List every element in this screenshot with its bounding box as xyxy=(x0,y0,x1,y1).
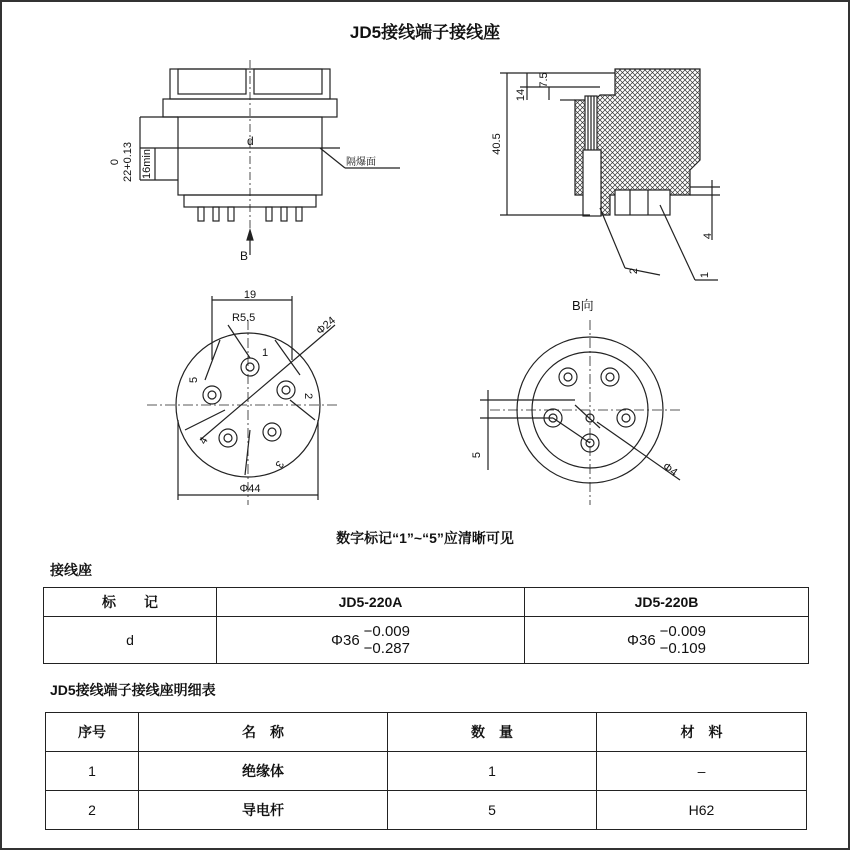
tol-b-base: Φ36 xyxy=(627,631,656,649)
dim-phi4: Φ4 xyxy=(660,460,680,480)
callout-2: 2 xyxy=(628,267,640,275)
cell-name: 导电杆 xyxy=(139,791,388,830)
pin-number-1: 1 xyxy=(262,347,269,359)
dim-19: 19 xyxy=(243,289,257,301)
tol-a-lower: −0.287 xyxy=(363,640,410,657)
dim-phi24: Φ24 xyxy=(314,314,339,338)
top-view xyxy=(147,296,340,505)
cell-no: 2 xyxy=(46,791,139,830)
pin-number-5: 5 xyxy=(188,376,200,383)
tol-b-upper: −0.009 xyxy=(659,623,706,640)
header-mark: 标 记 xyxy=(44,588,217,617)
b-view xyxy=(480,320,680,505)
dim-40-5: 40.5 xyxy=(491,133,503,155)
marking-note: 数字标记“1”~“5”应清晰可见 xyxy=(336,530,514,546)
header-qty: 数 量 xyxy=(388,713,597,752)
header-name: 名 称 xyxy=(139,713,388,752)
callout-flameproof: 隔爆面 xyxy=(346,157,376,168)
parts-list-table xyxy=(45,712,807,830)
dim-22: 22+0.13 xyxy=(122,141,134,183)
header-material: 材 料 xyxy=(597,713,807,752)
cell-material: H62 xyxy=(597,791,807,830)
tol-a-base: Φ36 xyxy=(331,631,360,649)
table-row xyxy=(46,791,807,830)
dim-5: 5 xyxy=(471,451,483,459)
dim-phi44: Φ44 xyxy=(239,483,261,495)
header-no: 序号 xyxy=(46,713,139,752)
cell-220b-d xyxy=(525,617,809,664)
cell-name: 绝缘体 xyxy=(139,752,388,791)
dim-14: 14 xyxy=(515,88,527,102)
tol-b-lower: −0.109 xyxy=(659,640,706,657)
table-row xyxy=(46,752,807,791)
side-section-view xyxy=(500,69,720,280)
header-jd5-220b: JD5-220B xyxy=(525,588,809,617)
b-view-label: B向 xyxy=(572,298,594,313)
callout-1: 1 xyxy=(699,271,711,279)
terminal-base-table xyxy=(43,587,809,664)
cell-qty: 5 xyxy=(388,791,597,830)
dim-4: 4 xyxy=(702,232,714,240)
dim-16min: 16min xyxy=(141,149,153,179)
cell-qty: 1 xyxy=(388,752,597,791)
pin-number-4: 4 xyxy=(197,435,211,447)
cell-no: 1 xyxy=(46,752,139,791)
pin-number-2: 2 xyxy=(302,393,314,400)
table2-title: JD5接线端子接线座明细表 xyxy=(50,682,216,698)
page-title: JD5接线端子接线座 xyxy=(349,23,501,42)
view-arrow-b: B xyxy=(240,249,249,263)
tol-a-upper: −0.009 xyxy=(363,623,410,640)
pin-number-3: 3 xyxy=(272,458,286,470)
cell-material: – xyxy=(597,752,807,791)
cell-220a-d xyxy=(217,617,525,664)
dim-r5-5: R5.5 xyxy=(232,312,256,324)
header-jd5-220a: JD5-220A xyxy=(217,588,525,617)
row-label-d: d xyxy=(44,617,217,664)
dim-7-5: 7.5 xyxy=(538,72,550,88)
table1-title: 接线座 xyxy=(50,562,92,578)
dim-tol-top: 0 xyxy=(109,158,121,166)
d-label: d xyxy=(247,134,254,148)
